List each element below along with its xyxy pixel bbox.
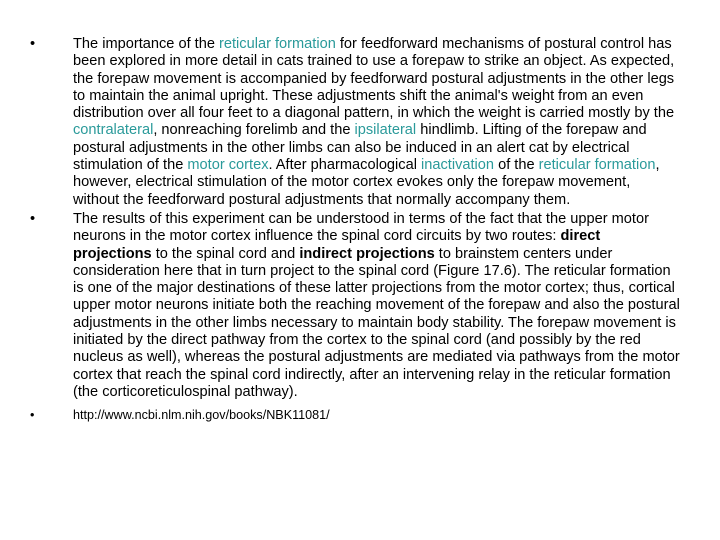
term-reticular-formation-2: reticular formation <box>538 157 656 174</box>
term-inactivation: inactivation <box>421 157 495 174</box>
text-run: hindlimb. Lifting of the forepaw and postural adjustments in the other limbs can also be induced in an alert cat by electrical stimulation of the <box>73 122 647 174</box>
term-reticular-formation: reticular formation <box>219 36 336 52</box>
text-run: The importance of the <box>73 36 220 52</box>
bullet-icon: • <box>30 210 36 227</box>
term-direct-projections: direct projections <box>73 228 601 262</box>
text-run: of the <box>494 157 539 174</box>
reference-url: http://www.ncbi.nlm.nih.gov/books/NBK11081/ <box>73 408 330 423</box>
term-indirect-projections: indirect projections <box>299 245 435 262</box>
term-motor-cortex: motor cortex <box>187 157 269 174</box>
bullet-item-reticular-formation <box>30 36 680 209</box>
bullet-icon: • <box>30 408 35 423</box>
term-ipsilateral: ipsilateral <box>354 122 417 139</box>
text-run: for feedforward mechanisms of postural control has been explored in more detail in cats trained to use a forepaw to strike an object. As expected, the forepaw movement is accompanied by feedforward postural adjustments in the other legs to maintain the animal upright. These adjustments shift the animal's weight from an even distribution over all four feet to a diagonal pattern, in which the weight is carried mostly by the <box>73 36 675 122</box>
bullet-list <box>30 36 680 426</box>
text-run: The results of this experiment can be understood in terms of the fact that the upper motor neurons in the motor cortex influence the spinal cord circuits by two routes: <box>73 210 649 245</box>
term-contralateral: contralateral <box>73 122 154 139</box>
bullet-icon: • <box>30 36 36 52</box>
text-run: . After pharmacological <box>268 157 422 174</box>
text-run: , nonreaching forelimb and the <box>153 122 355 139</box>
bullet-item-experiment-results <box>30 211 680 401</box>
bullet-item-reference <box>30 407 680 424</box>
bullet-text <box>73 211 680 400</box>
text-run: , however, electrical stimulation of the motor cortex evokes only the forepaw movement, without the feedforward postural adjustments that normally accompany them. <box>73 157 660 208</box>
bullet-text <box>73 36 674 208</box>
text-run: to the spinal cord and <box>151 245 300 262</box>
text-run: to brainstem centers under consideration here that in turn project to the spinal cord (Figure 17.6). The reticular formation is one of the major destinations of these latter projections from the motor cortex; thus, cortical upper motor neurons initiate both the reaching movement of the forepaw and also the postural adjustments in the other limbs necessary to maintain body stability. The forepaw movement is initiated by the direct pathway from the cortex to the spinal cord (and possibly by the red nucleus as well), whereas the postural adjustments are mediated via pathways from the motor cortex that reach the spinal cord indirectly, after an intervening relay in the reticular formation (the corticoreticulospinal pathway). <box>73 245 680 400</box>
